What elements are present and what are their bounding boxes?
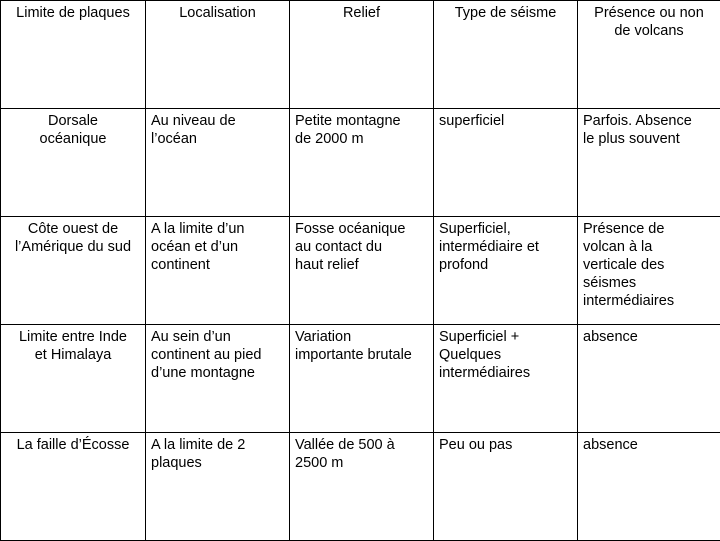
table-cell — [578, 217, 720, 325]
table-row — [1, 217, 720, 325]
header-label: Localisation — [151, 4, 284, 22]
table-cell — [290, 109, 434, 217]
table-cell — [146, 109, 290, 217]
table-cell — [146, 217, 290, 325]
cell-text: Peu ou pas — [439, 436, 572, 454]
cell-text: Vallée de 500 à 2500 m — [295, 436, 428, 472]
cell-text: Fosse océanique au contact du haut relief — [295, 220, 428, 274]
header-cell-localisation — [146, 1, 290, 109]
header-label: Limite de plaques — [6, 4, 140, 22]
table-row — [1, 109, 720, 217]
table-cell — [146, 433, 290, 541]
cell-text: A la limite d’un océan et d’un continent — [151, 220, 284, 274]
header-label: Présence ou non de volcans — [583, 4, 715, 40]
table-cell — [146, 325, 290, 433]
header-cell-type-seisme — [434, 1, 578, 109]
cell-text: La faille d’Écosse — [6, 436, 140, 454]
table-header-row — [1, 1, 720, 109]
cell-text: absence — [583, 436, 715, 454]
table-cell — [578, 433, 720, 541]
header-cell-limite — [1, 1, 146, 109]
header-label: Relief — [295, 4, 428, 22]
cell-text: Variation importante brutale — [295, 328, 428, 364]
table-cell — [290, 217, 434, 325]
cell-text: Au sein d’un continent au pied d’une montagne — [151, 328, 284, 382]
cell-text: Petite montagne de 2000 m — [295, 112, 428, 148]
table-cell — [578, 109, 720, 217]
header-cell-volcans — [578, 1, 720, 109]
cell-text: Côte ouest de l’Amérique du sud — [6, 220, 140, 256]
cell-text: Limite entre Inde et Himalaya — [6, 328, 140, 364]
cell-text: Au niveau de l’océan — [151, 112, 284, 148]
cell-text: Parfois. Absence le plus souvent — [583, 112, 715, 148]
cell-text: Présence de volcan à la verticale des séismes intermédiaires — [583, 220, 715, 310]
cell-text: Superficiel + Quelques intermédiaires — [439, 328, 572, 382]
table-cell — [434, 109, 578, 217]
cell-text: Dorsale océanique — [6, 112, 140, 148]
cell-text: Superficiel, intermédiaire et profond — [439, 220, 572, 274]
table-cell — [434, 217, 578, 325]
cell-text: A la limite de 2 plaques — [151, 436, 284, 472]
table-cell — [578, 325, 720, 433]
header-cell-relief — [290, 1, 434, 109]
table-cell — [1, 325, 146, 433]
table-row — [1, 325, 720, 433]
cell-text: superficiel — [439, 112, 572, 130]
table-cell — [434, 325, 578, 433]
header-label: Type de séisme — [439, 4, 572, 22]
cell-text: absence — [583, 328, 715, 346]
table-cell — [290, 325, 434, 433]
table-cell — [434, 433, 578, 541]
table-cell — [1, 433, 146, 541]
table-cell — [1, 109, 146, 217]
table-cell — [290, 433, 434, 541]
table-row — [1, 433, 720, 541]
table-cell — [1, 217, 146, 325]
